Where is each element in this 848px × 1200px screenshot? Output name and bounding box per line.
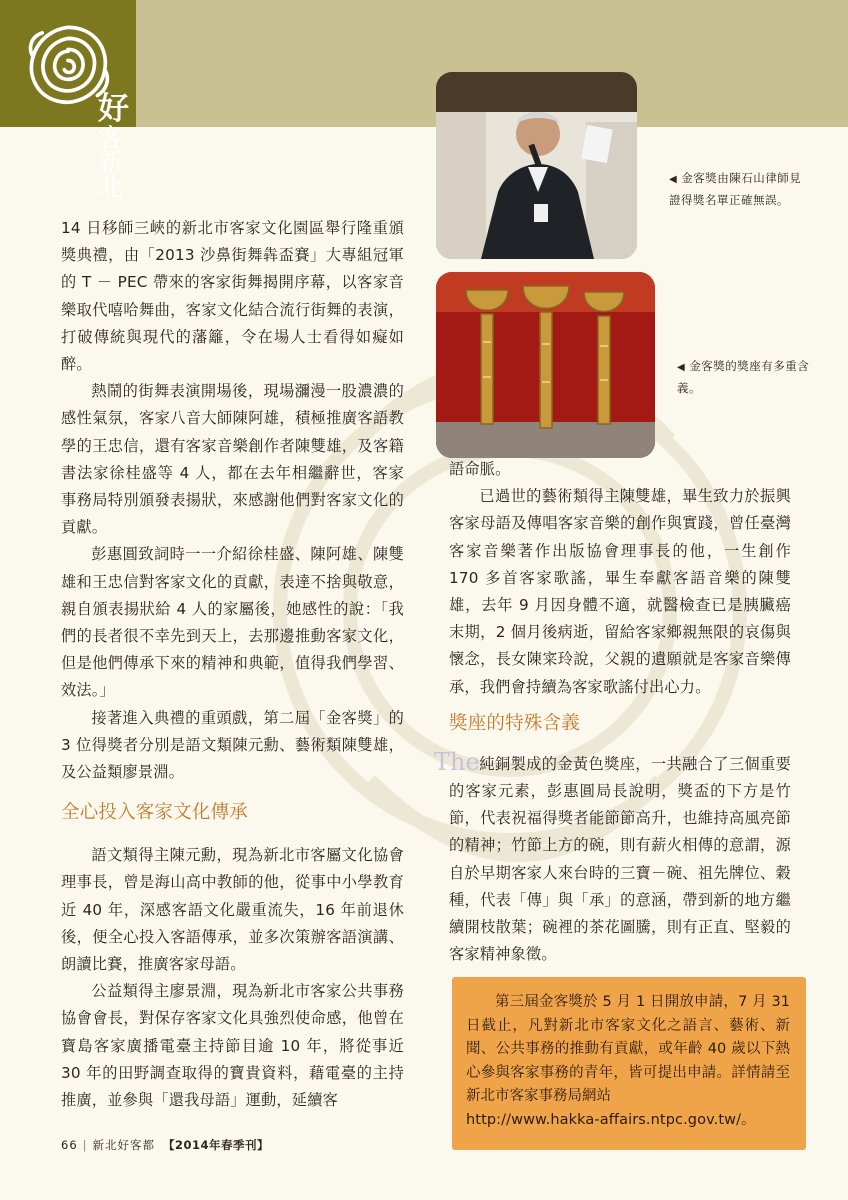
caption-text: 金客獎的獎座有多重含義。	[677, 359, 810, 395]
magazine-name: 新北好客都	[92, 1138, 156, 1152]
issue-label: 【2014年春季刊】	[163, 1138, 270, 1152]
paragraph: 14 日移師三峽的新北市客家文化園區舉行隆重頒獎典禮，由「2013 沙鼻街舞犇盃賽」大專組冠軍的 T － PEC 帶來的客家街舞揭開序幕，以客家音樂取代嘻哈舞曲，客家文化結合流行街舞的表演，打破傳統與現代的藩籬，令在場人士看得如癡如醉。	[61, 219, 404, 374]
paragraph: 語命脈。	[449, 460, 511, 478]
right-column	[449, 456, 791, 968]
caption-arrow-icon: ◀	[677, 362, 686, 373]
notice-tail: 。	[741, 1111, 756, 1128]
paragraph: 接著進入典禮的重頭戲，第二屆「金客獎」的 3 位得獎者分別是語文類陳元勳、藝術類陳雙雄，及公益類廖景淵。	[61, 708, 404, 782]
header-corner-block	[0, 0, 136, 202]
page-number: 66	[61, 1138, 78, 1152]
notice-text	[466, 991, 790, 1132]
left-column	[61, 215, 404, 1114]
brand-rest: 客新北	[98, 123, 125, 202]
caption-text: 金客獎由陳石山律師見證得獎名單正確無誤。	[669, 171, 802, 207]
paragraph: 純銅製成的金黃色獎座，一共融合了三個重要的客家元素，彭惠圓局長說明，獎盃的下方是竹節，代表祝福得獎者能節節高升，也維持高風亮節的精神；竹節上方的碗，則有薪火相傳的意謂，源自於早期客家人來台時的三寶－碗、祖先牌位、穀種，代表「傳」與「承」的意涵，帶到新的地方繼續開枝散葉；碗裡的茶花圖騰，則有正直、堅毅的客家精神象徵。	[449, 754, 791, 964]
paragraph: 語文類得主陳元勳，現為新北市客屬文化協會理事長，曾是海山高中教師的他，從事中小學教育近 40 年，深感客語文化嚴重流失，16 年前退休後，便全心投入客語傳承，並多次策辦客語演講、朗讀比賽，推廣客家母語。	[61, 846, 404, 974]
caption-arrow-icon: ◀	[669, 174, 678, 185]
paragraph: 熱鬧的街舞表演開場後，現場瀰漫一股濃濃的感性氣氛，客家八音大師陳阿雄，積極推廣客語教學的王忠信，還有客家音樂創作者陳雙雄，及客籍書法家徐桂盛等 4 人，都在去年相繼辭世，客家事務局特別頒發表揚狀，來感謝他們對客家文化的貢獻。	[61, 382, 404, 537]
ceremony-photo	[436, 72, 637, 259]
ceremony-speaker-photo-icon	[436, 72, 637, 259]
section-heading: 全心投入客家文化傳承	[61, 802, 249, 824]
footer-separator: |	[82, 1138, 88, 1152]
trophy-photo-icon	[436, 272, 655, 458]
paragraph: 公益類得主廖景淵，現為新北市客家公共事務協會會長，對保存客家文化具強烈使命感，他曾在寶島客家廣播電臺主持節目逾 10 年，將從事近 30 年的田野調查取得的寶貴資料，藉電臺的主持推廣，並參與「還我母語」運動，延續客	[61, 982, 404, 1110]
section-heading: 獎座的特殊含義	[449, 712, 580, 734]
brand-big-char: 好	[98, 91, 130, 127]
trophy-photo	[436, 272, 655, 458]
paragraph: 彭惠圓致詞時一一介紹徐桂盛、陳阿雄、陳雙雄和王忠信對客家文化的貢獻，表達不捨與敬意，親自頒表揚狀給 4 人的家屬後，她感性的說：「我們的長者很不幸先到天上，去那邊推動客家文化，但是他們傳承下來的精神和典範，值得我們學習、效法。」	[61, 545, 404, 700]
caption-trophy	[677, 356, 817, 398]
website-link[interactable]: http://www.hakka-affairs.ntpc.gov.tw/	[466, 1111, 742, 1128]
watermark-text: The	[434, 748, 480, 776]
caption-ceremony	[669, 168, 809, 210]
notice-box	[452, 977, 806, 1150]
paragraph: 已過世的藝術類得主陳雙雄，畢生致力於振興客家母語及傳唱客家音樂的創作與實踐，曾任臺灣客家音樂著作出版協會理事長的他，一生創作 170 多首客家歌謠，畢生奉獻客語音樂的陳雙雄，去年 9 月因身體不適，就醫檢查已是胰臟癌末期，2 個月後病逝，留給客家鄉親無限的哀傷與懷念，長女陳寀玲說，父親的遺願就是客家音樂傳承，我們會持續為客家歌謠付出心力。	[449, 487, 791, 696]
page-footer	[61, 1137, 269, 1153]
notice-body: 第三屆金客獎於 5 月 1 日開放申請，7 月 31 日截止，凡對新北市客家文化之語言、藝術、新聞、公共事務的推動有貢獻，或年齡 40 歲以下熱心參與客家事務的青年，皆可提出申請。詳情請至新北市客家事務局網站	[466, 994, 790, 1104]
brand-title	[98, 91, 136, 202]
